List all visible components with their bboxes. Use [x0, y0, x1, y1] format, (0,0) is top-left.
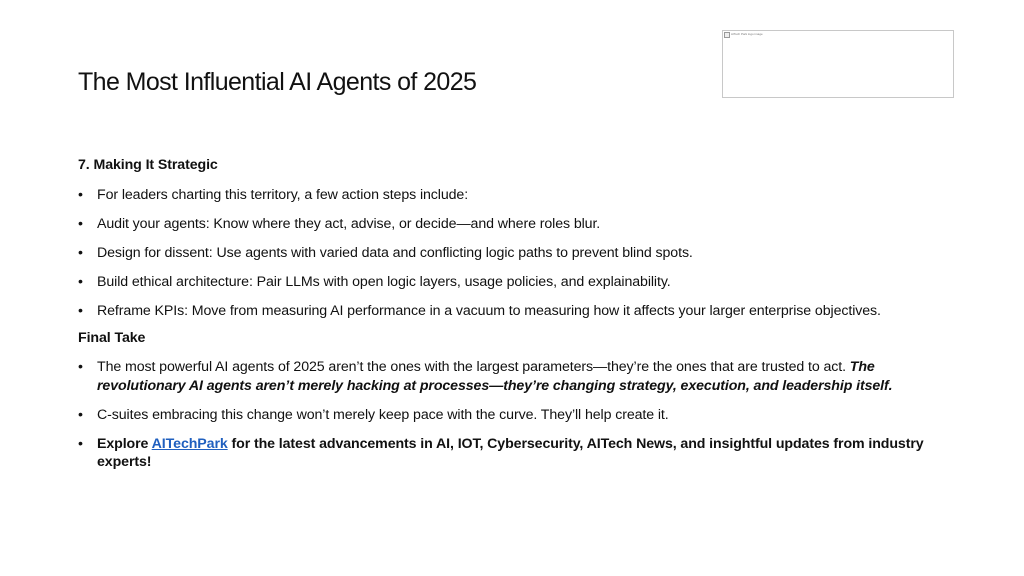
- list-item-text: For leaders charting this territory, a few action steps include:: [97, 186, 469, 203]
- explore-suffix: for the latest advancements in AI, IOT, Cybersecurity, AITech News, and insightful updates from industry experts!: [97, 435, 924, 470]
- list-item: [78, 244, 938, 263]
- bullet-icon: •: [78, 186, 83, 203]
- section-heading-making-it-strategic: 7. Making It Strategic: [78, 157, 218, 173]
- list-item: [78, 406, 938, 425]
- list-item: [78, 302, 938, 321]
- bullet-icon: •: [78, 302, 83, 319]
- section-heading-final-take: Final Take: [78, 329, 146, 346]
- list-item: [78, 358, 938, 395]
- list-item-text: Design for dissent: Use agents with varied data and conflicting logic paths to prevent blind spots.: [97, 244, 693, 261]
- bullet-icon: •: [78, 406, 83, 423]
- final-take-bullet-list: [78, 358, 938, 472]
- list-item: [78, 273, 938, 292]
- list-item-text: The most powerful AI agents of 2025 aren’t the ones with the largest parameters—they’re the ones that are trusted to act.: [97, 359, 850, 375]
- list-item-text: C-suites embracing this change won’t merely keep pace with the curve. They’ll help create it.: [97, 406, 669, 423]
- list-item-text: Reframe KPIs: Move from measuring AI performance in a vacuum to measuring how it affects your larger enterprise objectives.: [97, 302, 881, 319]
- aitechpark-link[interactable]: AITechPark: [151, 435, 228, 452]
- list-item-text: Build ethical architecture: Pair LLMs with open logic layers, usage policies, and explainability.: [97, 273, 671, 290]
- logo-image-placeholder: [722, 30, 954, 98]
- bullet-icon: •: [78, 359, 83, 375]
- explore-prefix: Explore: [97, 435, 152, 452]
- slide-title: The Most Influential AI Agents of 2025: [78, 68, 477, 96]
- bullet-icon: •: [78, 273, 83, 290]
- list-item: [78, 186, 938, 205]
- logo-alt-text: AITech Park logo image: [731, 32, 763, 36]
- bullet-icon: •: [78, 435, 83, 452]
- bullet-icon: •: [78, 244, 83, 261]
- list-item: [78, 215, 938, 234]
- emphasized-statement: The revolutionary AI agents aren’t merely hacking at processes—they’re changing strategy, execution, and leadership itself.: [97, 359, 893, 394]
- bullet-icon: •: [78, 215, 83, 232]
- slide-body: [78, 156, 938, 482]
- strategic-bullet-list: [78, 186, 938, 321]
- list-item-text: Audit your agents: Know where they act, advise, or decide—and where roles blur.: [97, 215, 601, 232]
- list-item: [78, 435, 938, 472]
- broken-image-icon: [724, 32, 730, 38]
